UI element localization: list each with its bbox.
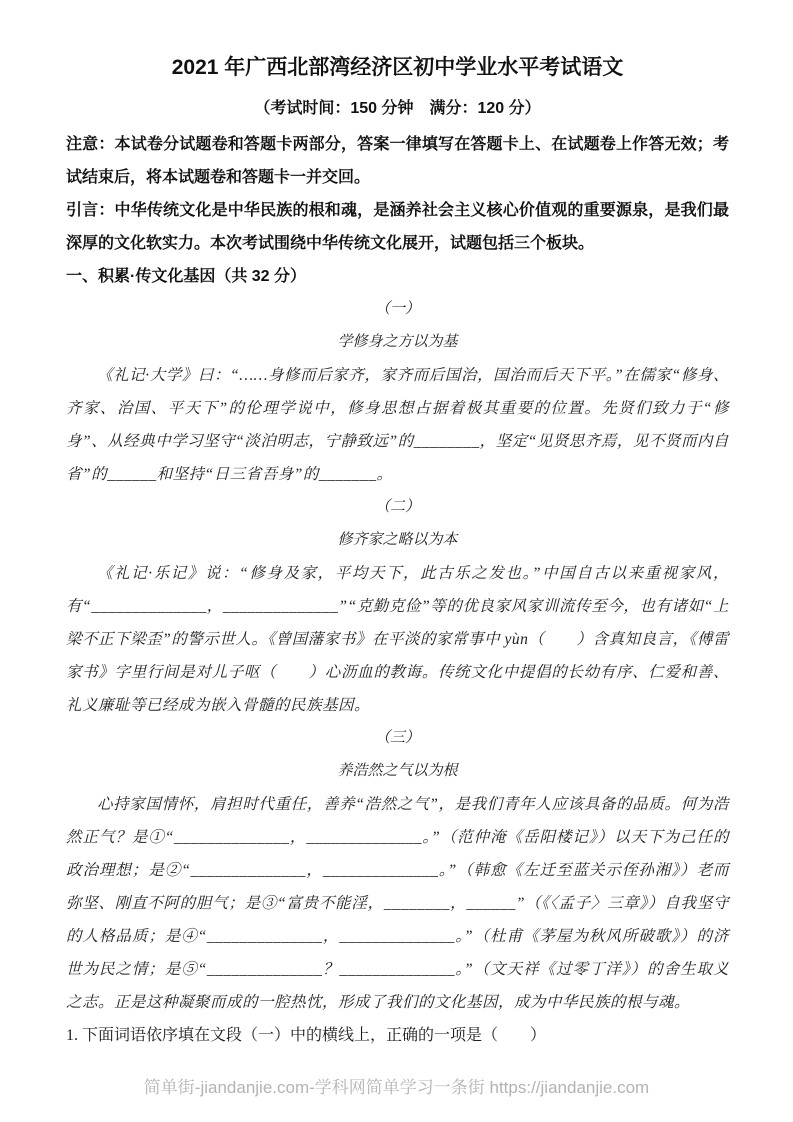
- part-2-title: 修齐家之略以为本: [337, 532, 458, 548]
- notice-paragraph: 注意：本试卷分试题卷和答题卡两部分，答案一律填写在答题卡上、在试题卷上作答无效；考试结束后，将本试题卷和答题卡一并交回。: [66, 136, 729, 186]
- passage-part-1: [66, 293, 729, 491]
- intro-paragraph: 引言：中华传统文化是中华民族的根和魂，是涵养社会主义核心价值观的重要源泉，是我们最深厚的文化软实力。本次考试围绕中华传统文化展开，试题包括三个板块。: [66, 202, 729, 252]
- part-1-label: （一）: [374, 301, 420, 317]
- part-3-body: 心持家国情怀，肩担时代重任，善养“浩然之气”，是我们青年人应该具备的品质。何为浩然正气？是①“______________，______________。”（范仲淹《岳阳楼记》）以天下为己任的政治理想；是②“______________，______________。”（韩愈《左迁至蓝关示侄孙湘》）老而弥坚、刚直不阿的胆气；是③“富贵不能淫，________，______”（《〈孟子〉三章》）自我坚守的人格品质；是④“______________，______________。”（杜甫《茅屋为秋风所破歌》）的济世为民之情；是⑤“______________？______________。”（文天祥《过零丁洋》）的舍生取义之志。正是这种凝聚而成的一腔热忱，形成了我们的文化基因，成为中华民族的根与魂。: [66, 796, 729, 1011]
- question-1: 1. 下面词语依序填在文段（一）中的横线上，正确的一项是（ ）: [66, 1027, 547, 1044]
- passage-part-2: [66, 491, 729, 722]
- footer-watermark: 简单街-jiandanjie.com-学科网简单学习一条街 https://jiandanjie.com: [143, 1078, 650, 1097]
- part-1-body: 《礼记·大学》曰：“……身修而后家齐，家齐而后国治，国治而后天下平。”在儒家“修身、齐家、治国、平天下”的伦理学说中，修身思想占据着极其重要的位置。先贤们致力于“修身”、从经典中学习坚守“淡泊明志，宁静致远”的________，坚定“见贤思齐焉，见不贤而内自省”的______和坚持“日三省吾身”的_______。: [66, 367, 729, 483]
- part-1-title: 学修身之方以为基: [337, 334, 458, 350]
- part-2-body: 《礼记·乐记》说：“修身及家，平均天下，此古乐之发也。”中国自古以来重视家风，有“______________，______________”“克勤克俭”等的优良家风家训流传至今，也有诸如“上梁不正下梁歪”的警示世人。《曾国藩家书》在平淡的家常事中 yùn（ ）含真知良言，《傅雷家书》字里行间是对儿子呕（ ）心沥血的教诲。传统文化中提倡的长幼有序、仁爱和善、礼义廉耻等已经成为嵌入骨髓的民族基因。: [66, 565, 729, 714]
- part-3-title: 养浩然之气以为根: [337, 763, 458, 779]
- part-3-label: （三）: [374, 730, 420, 746]
- exam-info-line: （考试时间：150 分钟 满分：120 分）: [254, 100, 541, 117]
- section-1-heading: 一、积累·传文化基因（共 32 分）: [66, 268, 307, 285]
- part-2-label: （二）: [374, 499, 420, 515]
- page-title: 2021 年广西北部湾经济区初中学业水平考试语文: [171, 56, 624, 79]
- passage-part-3: [66, 722, 729, 1019]
